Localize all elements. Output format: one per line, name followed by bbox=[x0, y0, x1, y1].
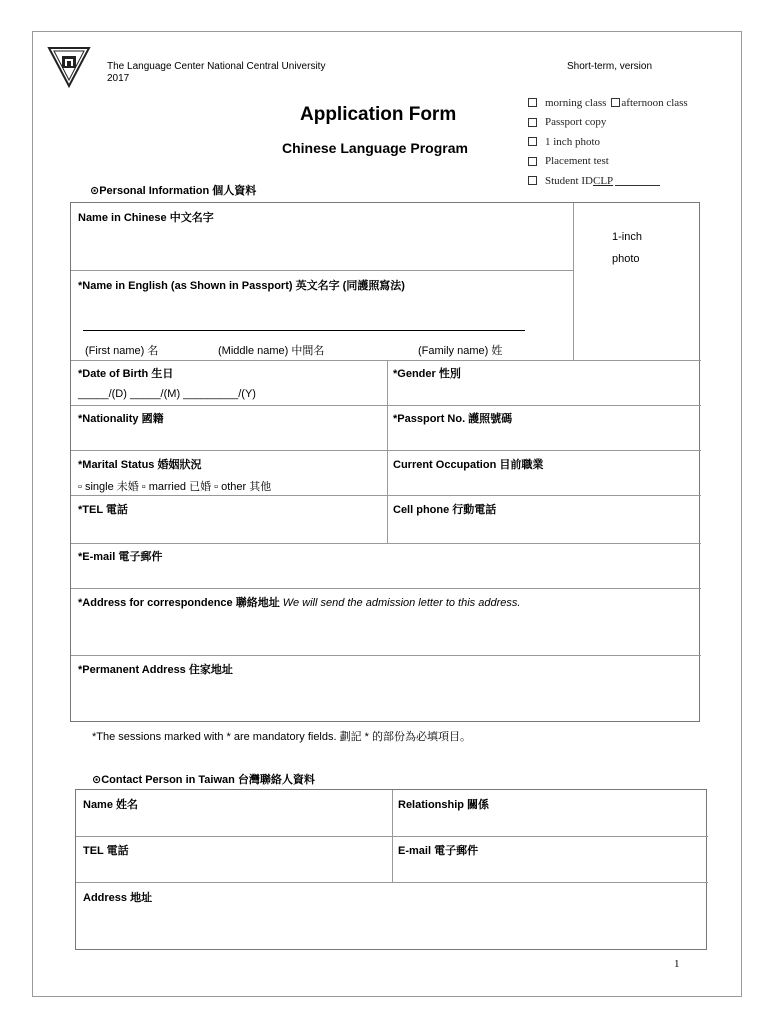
row-divider bbox=[71, 655, 701, 656]
form-subtitle: Chinese Language Program bbox=[282, 140, 468, 156]
afternoon-class-label: afternoon class bbox=[621, 96, 688, 109]
row-divider bbox=[71, 450, 701, 451]
contact-email-label: E-mail 電子郵件 bbox=[398, 845, 479, 857]
address-label bbox=[78, 594, 520, 610]
passport-no-label: *Passport No. 護照號碼 bbox=[393, 413, 513, 425]
passport-copy-label: Passport copy bbox=[545, 116, 607, 129]
occupation-label: Current Occupation 目前職業 bbox=[393, 459, 544, 471]
first-name-label: (First name) 名 bbox=[85, 345, 159, 357]
personal-info-table bbox=[70, 202, 700, 722]
row-divider bbox=[71, 405, 701, 406]
photo-label: 1 inch photo bbox=[545, 135, 600, 148]
row-divider bbox=[71, 360, 701, 361]
name-english-label: *Name in English (as Shown in Passport) 英文名字 (同護照寫法) bbox=[78, 280, 405, 292]
email-label: *E-mail 電子郵件 bbox=[78, 551, 163, 563]
document-checklist bbox=[528, 93, 688, 191]
student-id-label: Student ID bbox=[545, 174, 593, 187]
afternoon-class-checkbox[interactable] bbox=[611, 98, 620, 107]
name-chinese-label: Name in Chinese 中文名字 bbox=[78, 212, 214, 224]
row-divider bbox=[71, 543, 701, 544]
contact-name-label: Name 姓名 bbox=[83, 799, 139, 811]
contact-person-table bbox=[75, 789, 707, 950]
placement-test-checkbox[interactable] bbox=[528, 157, 537, 166]
contact-section-title: ⊙Contact Person in Taiwan 台灣聯絡人資料 bbox=[92, 774, 315, 786]
address-note: We will send the admission letter to this address. bbox=[282, 597, 521, 609]
marital-status-options[interactable]: ▫ single 未婚 ▫ married 已婚 ▫ other 其他 bbox=[78, 481, 272, 493]
student-id-code: CLP bbox=[592, 174, 614, 187]
address-label-text: *Address for correspondence 聯絡地址 bbox=[78, 597, 280, 609]
version-note: Short-term, version bbox=[567, 61, 653, 72]
photo-label-line2: photo bbox=[612, 253, 640, 265]
checklist-row-class bbox=[528, 93, 688, 113]
contact-relationship-label: Relationship 關係 bbox=[398, 799, 490, 811]
checklist-row-student-id bbox=[528, 171, 688, 191]
photo-label-line1: 1-inch bbox=[612, 231, 642, 243]
row-divider bbox=[71, 270, 573, 271]
student-id-checkbox[interactable] bbox=[528, 176, 537, 185]
middle-name-label: (Middle name) 中間名 bbox=[218, 345, 325, 357]
organization-year: 2017 bbox=[107, 73, 130, 84]
gender-label: *Gender 性別 bbox=[393, 368, 461, 380]
photo-divider bbox=[573, 203, 574, 360]
photo-checkbox[interactable] bbox=[528, 137, 537, 146]
contact-tel-label: TEL 電話 bbox=[83, 845, 129, 857]
header-organization bbox=[107, 61, 325, 85]
nationality-label: *Nationality 國籍 bbox=[78, 413, 164, 425]
personal-section-title: ⊙Personal Information 個人資料 bbox=[90, 185, 257, 197]
row-divider bbox=[71, 495, 701, 496]
page-number: 1 bbox=[674, 958, 680, 970]
morning-class-checkbox[interactable] bbox=[528, 98, 537, 107]
placement-test-label: Placement test bbox=[545, 155, 609, 168]
permanent-address-label: *Permanent Address 住家地址 bbox=[78, 664, 233, 676]
cell-phone-label: Cell phone 行動電話 bbox=[393, 504, 497, 516]
morning-class-label: morning class bbox=[545, 96, 607, 109]
mandatory-note: *The sessions marked with * are mandatory fields. 劃記 * 的部份為必填項目。 bbox=[92, 731, 471, 743]
checklist-row-passport bbox=[528, 113, 688, 133]
family-name-label: (Family name) 姓 bbox=[418, 345, 503, 357]
name-english-line[interactable] bbox=[83, 330, 525, 331]
marital-status-label: *Marital Status 婚姻狀況 bbox=[78, 459, 202, 471]
row-divider bbox=[76, 882, 708, 883]
passport-copy-checkbox[interactable] bbox=[528, 118, 537, 127]
organization-name: The Language Center National Central University bbox=[107, 61, 326, 72]
row-divider bbox=[71, 588, 701, 589]
student-id-field[interactable] bbox=[615, 176, 660, 186]
column-divider bbox=[387, 360, 388, 544]
checklist-row-photo bbox=[528, 132, 688, 152]
form-title: Application Form bbox=[300, 104, 457, 125]
contact-address-label: Address 地址 bbox=[83, 892, 153, 904]
checklist-row-placement bbox=[528, 152, 688, 172]
row-divider bbox=[76, 836, 708, 837]
university-logo-icon bbox=[47, 44, 91, 88]
dob-label: *Date of Birth 生日 bbox=[78, 368, 174, 380]
dob-field[interactable]: _____/(D) _____/(M) _________/(Y) bbox=[78, 388, 256, 400]
tel-label: *TEL 電話 bbox=[78, 504, 128, 516]
